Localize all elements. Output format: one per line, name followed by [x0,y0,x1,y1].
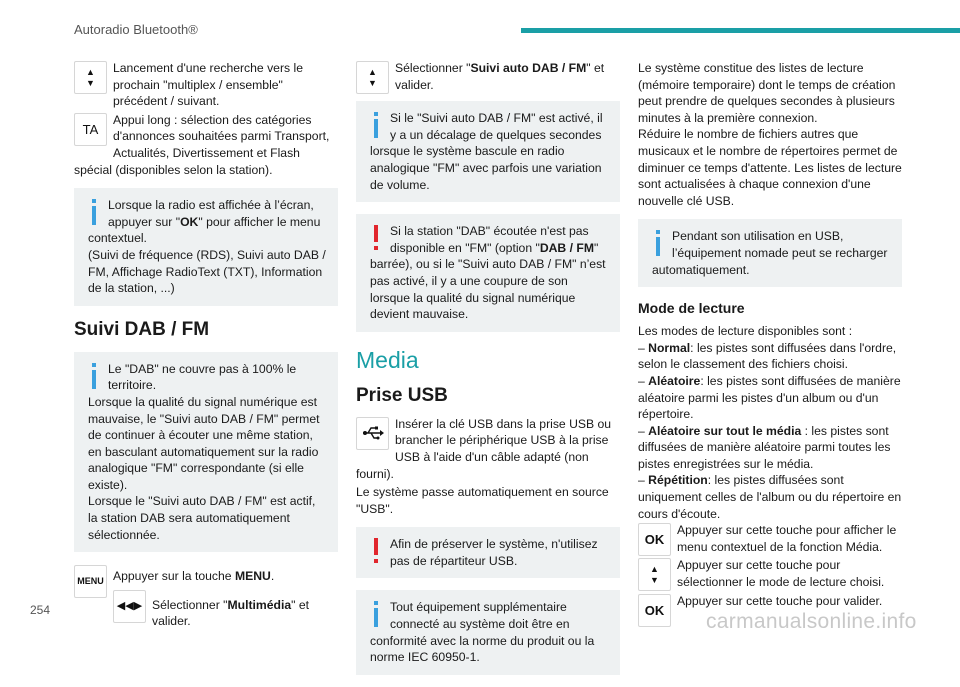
multimedia-text: Sélectionner "Multimédia" et valider. [152,597,310,629]
column-2 [356,60,620,687]
info-icon [370,112,384,138]
usb-auto-source-text: Le système passe automatiquement en source "USB". [356,485,609,516]
multimedia-arrows-icon: ◀◀▶ [113,590,146,623]
note-dab-coverage-text: Le "DAB" ne couvre pas à 100% le territoire. [108,361,297,393]
row-menu [74,564,338,585]
note-ok-menu-options: (Suivi de fréquence (RDS), Suivi auto DAB / FM, Affichage RadioText (TXT), Information de la station, ...) [88,247,326,296]
warning-note-usb-hub [356,527,620,578]
info-icon [652,230,666,256]
up-down-arrows-icon: ▲ ▼ [74,61,107,94]
mode-normal: – Normal: les pistes sont diffusées dans l'ordre, selon le classement des fichiers choisi. [638,340,897,372]
note-fm-delay-text: Si le "Suivi auto DAB / FM" est activé, il y a un décalage de quelques secondes lorsque le système bascule en radio analogique "FM" avec parfois une variation de volume. [370,111,603,192]
ok-icon: OK [638,594,671,627]
menu-icon: MENU [74,565,107,598]
warning-icon [370,225,384,251]
info-icon [370,601,384,627]
header-title: Autoradio Bluetooth® [74,22,198,37]
warning-usb-hub-text: Afin de préserver le système, n'utilisez pas de répartiteur USB. [390,537,598,568]
header-accent-bar [521,28,960,33]
info-note-ok-menu [74,188,338,306]
info-note-dab-coverage [74,352,338,553]
heading-mode-lecture: Mode de lecture [638,300,745,317]
info-note-iec [356,590,620,674]
ta-icon: TA [74,113,107,146]
column-1 [74,60,338,632]
up-down-arrows-icon: ▲ ▼ [356,61,389,94]
row-multiplex-search [74,60,338,110]
watermark: carmanualsonline.info [706,610,917,633]
warning-icon [370,538,384,564]
ok-validate-text: Appuyer sur cette touche pour valider. [677,593,883,608]
row-usb-insert [356,416,620,482]
warning-note-dab-unavailable [356,214,620,332]
mode-aleatoire: – Aléatoire: les pistes sont diffusées de manière aléatoire parmi les pistes d'un album ou d'un répertoire. [638,373,901,422]
select-mode-text: Appuyer sur cette touche pour sélectionner le mode de lecture choisi. [677,558,885,590]
menu-text: Appuyer sur la touche MENU. [113,569,275,584]
playlist-creation-text: Le système constitue des listes de lecture (mémoire temporaire) dont le temps de création peut prendre de quelques secondes à plusieurs minutes à la première connexion. [638,61,896,125]
row-multimedia [74,589,338,630]
ta-text: Appui long : sélection des catégories d'annonces souhaitées parmi Transport, Actualités, Divertissement et Flash spécial (disponibles selon la station). [74,112,330,177]
info-icon [88,199,102,225]
heading-media: Media [356,346,419,373]
up-down-arrows-icon: ▲ ▼ [638,558,671,591]
note-ok-menu-text: Lorsque la radio est affichée à l’écran, appuyer sur "OK" pour afficher le menu contextuel. [88,198,321,246]
info-icon [88,363,102,389]
usb-insert-text: Insérer la clé USB dans la prise USB ou brancher le périphérique USB à la prise USB à l'aide d'un câble adapté (non fourni). [356,416,612,481]
modes-intro-text: Les modes de lecture disponibles sont : [638,324,853,339]
column-3 [638,60,902,628]
heading-suivi-dab-fm: Suivi DAB / FM [74,318,210,340]
row-ta [74,112,338,178]
warning-dab-text: Si la station "DAB" écoutée n'est pas disponible en "FM" (option "DAB / FM" barrée), ou si le "Suivi auto DAB / FM" n’est pas activé, il y a une coupure de son lorsque la qualité du signal numérique devient mauvaise. [370,224,606,322]
note-iec-text: Tout équipement supplémentaire connecté au système doit être en conformité avec la norme du produit ou la norme IEC 60950-1. [370,600,595,665]
info-note-usb-charge [638,219,902,287]
multiplex-search-text: Lancement d'une recherche vers le prochain "multiplex / ensemble" précédent / suivant. [113,61,303,109]
mode-repetition: – Répétition: les pistes diffusées sont uniquement celles de l'album ou du répertoire en cours d'écoute. [638,473,902,521]
ok-context-text: Appuyer sur cette touche pour afficher le menu contextuel de la fonction Média. [677,523,897,554]
note-dab-quality-text: Lorsque la qualité du signal numérique est mauvaise, le "Suivi auto DAB / FM" permet de continuer à écouter une même station, en basculant automatiquement sur la radio analogique "FM" correspondante (si elle existe). [88,394,320,492]
note-dab-active-text: Lorsque le "Suivi auto DAB / FM" est actif, la station DAB sera automatiquement sélectionnée. [88,494,316,542]
ok-icon: OK [638,523,671,556]
row-suivi-auto [356,60,620,93]
usb-icon [356,417,389,450]
page-number: 254 [30,603,51,617]
info-note-fm-delay [356,101,620,202]
heading-prise-usb: Prise USB [356,384,448,406]
mode-aleatoire-tout: – Aléatoire sur tout le média : les pistes sont diffusées de manière aléatoire parmi toutes les pistes enregistrées sur le média. [638,423,891,471]
suivi-auto-text: Sélectionner "Suivi auto DAB / FM" et valider. [395,61,605,92]
row-select-mode [638,557,902,590]
playlist-reduce-text: Réduire le nombre de fichiers autres que musicaux et le nombre de répertoires permet de diminuer ce temps d'attente. Les listes de lecture sont actualisées à chaque connexion d'une nouvelle clé USB. [638,127,902,208]
row-ok-validate [638,593,902,618]
row-ok-context [638,522,902,555]
note-usb-charge-text: Pendant son utilisation en USB, l’équipement nomade peut se recharger automatiquement. [652,229,888,277]
